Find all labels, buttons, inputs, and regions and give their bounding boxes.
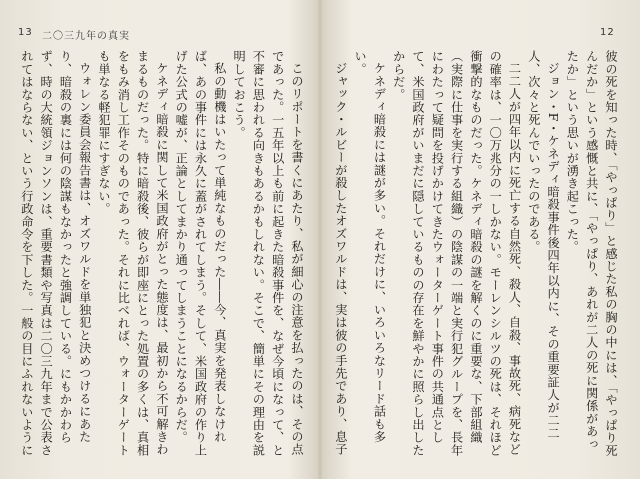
left-page-text xyxy=(14,50,306,460)
right-paragraph-3: 二二人が四年以内に死亡する自然死、殺人、自殺、事故死、病死などの確率は、一〇万兆分の一しかない。モーレンシルツの死は、それほど衝撃的なものだった。ケネディ暗殺の謎を解くのに重要な、下部組織（実際に仕事を実行する組織）の陰謀の一端と実行犯グループを、長年にわたって疑問を投げかけてきたウォーターゲート事件の共通点として、米国政府がいまだに隠しているものの存在を鮮やかに照らし出したからだ。 xyxy=(391,50,522,457)
right-paragraph-2: ジョン・F・ケネディ暗殺事件後四年以内に、その重要証人が二二人、次々と死んでいったのである。 xyxy=(526,50,561,440)
left-paragraph-1: このリポートを書くにあたり、私が細心の注意を払ったのは、その点であった。一五年以上も前に起きた暗殺事件を、なぜ今頃になって、と不審に思われる向きもあるかもしれない。そこで、簡単にその理由を説明しておこう。 xyxy=(232,50,304,457)
right-paragraph-1: 彼の死を知った時、「やっぱり」と感じた私の胸の中には、「やっぱり死んだか」という感慨と共に、「やっぱり、あれが二人の死に関係があったか」という思いが湧き起こった。 xyxy=(565,50,618,457)
left-paragraph-3: ケネディ暗殺に関して米国政府がとった態度は、最初から不可解きわまるものだった。特に暗殺後、彼らが即座にとった処置の多くは、真相をもみ消し工作そのものであった。それに比べれば、ウォーターゲートも単なる軽犯罪にすぎない。 xyxy=(97,50,169,457)
left-paragraph-2: 私の動機はいたって単純なものだった――今、真実を発表しなければ、あの事件には永久に蓋がされてしまう。そして、米国政府の作り上げた公式の嘘が、正論としてまかり通ってしまうことになるからだ。 xyxy=(174,50,227,457)
left-paragraph-4: ウォレン委員会報告書は、オズワルドを単独犯と決めつけるにあたり、暗殺の裏には何の陰謀もなかったと強調している。にもかかわらず、時の大統領ジョンソンは、重要書類や写真は二〇三九年まで公表されてはならない、という行政命令を下した。一般の目にふれないように xyxy=(19,50,92,457)
left-page-number: 13 xyxy=(18,27,33,38)
left-running-head: 二〇三九年の真実 xyxy=(42,31,130,42)
right-page-text xyxy=(330,50,620,460)
right-paragraph-4: ケネディ暗殺には謎が多い。それだけに、いろいろなリード話も多い。 xyxy=(353,50,387,444)
right-paragraph-5: ジャック・ルビーが殺したオズワルドは、実は彼の手先であり、息子 xyxy=(333,62,348,456)
right-page-number: 12 xyxy=(600,27,615,38)
